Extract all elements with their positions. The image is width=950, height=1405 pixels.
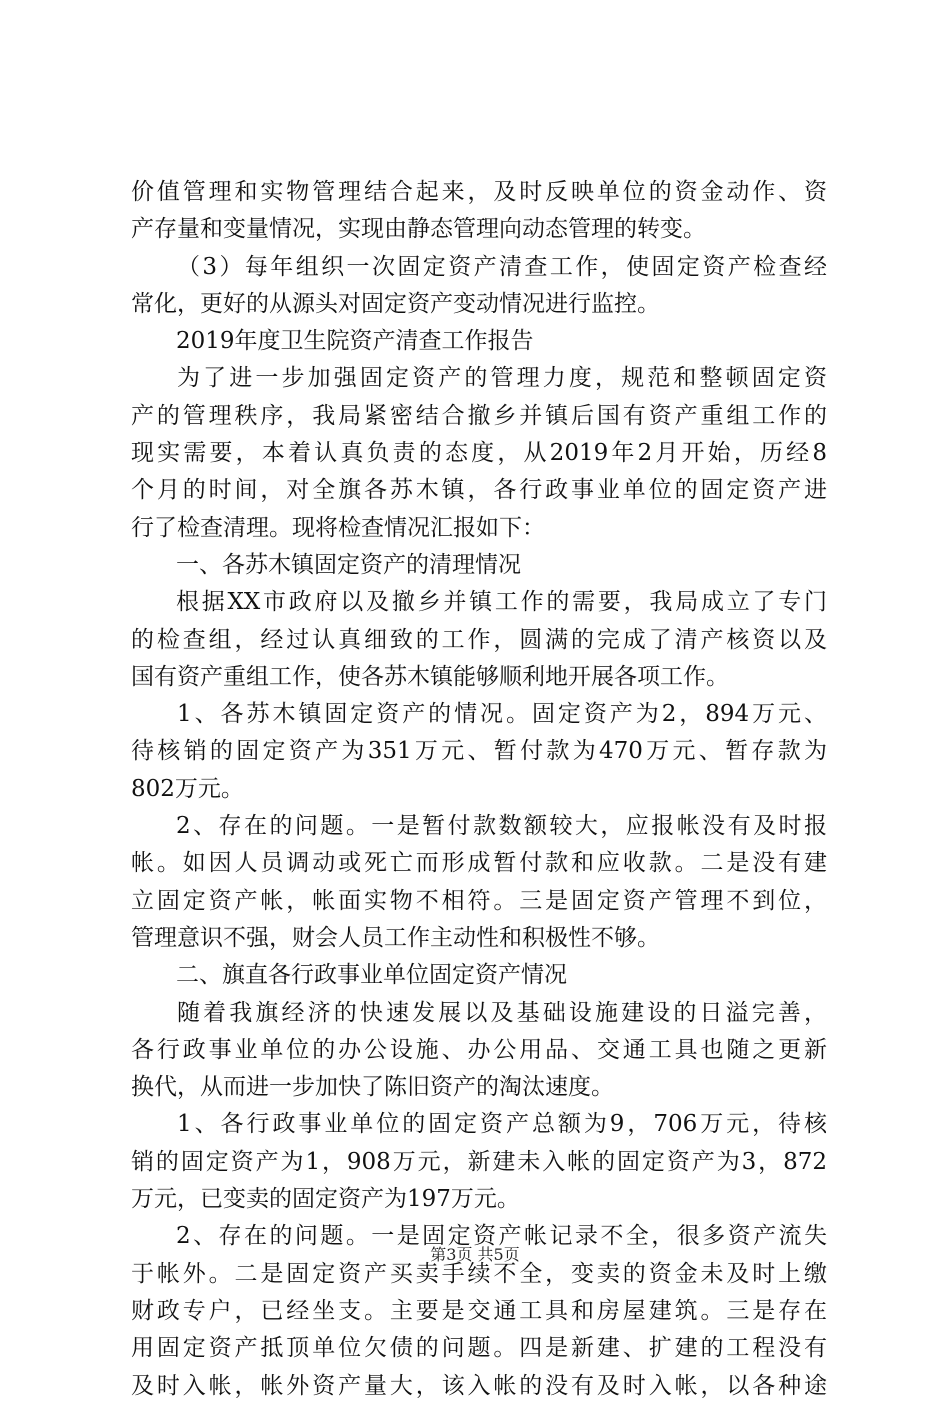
text-line: 产的管理秩序，我局紧密结合撤乡并镇后国有资产重组工作的: [131, 402, 827, 429]
page-number-footer: 第3页 共5页: [430, 1245, 520, 1264]
text-line: 立固定资产帐，帐面实物不相符。三是固定资产管理不到位，: [131, 887, 827, 914]
text-line: 换代，从而进一步加快了陈旧资产的淘汰速度。: [131, 1074, 614, 1101]
text-line: 随着我旗经济的快速发展以及基础设施建设的日溢完善，: [177, 999, 827, 1026]
text-line: 现实需要，本着认真负责的态度，从2019年2月开始，历经8: [131, 440, 827, 467]
text-line: 用固定资产抵顶单位欠债的问题。四是新建、扩建的工程没有: [131, 1335, 827, 1362]
text-line: 及时入帐，帐外资产量大，该入帐的没有及时入帐，以各种途: [131, 1372, 827, 1399]
text-line: 个月的时间，对全旗各苏木镇，各行政事业单位的固定资产进: [131, 477, 827, 504]
text-line: 于帐外。二是固定资产买卖手续不全，变卖的资金未及时上缴: [131, 1260, 827, 1287]
text-line: 2、存在的问题。一是暂付款数额较大，应报帐没有及时报: [176, 813, 827, 840]
text-line: 1、各苏木镇固定资产的情况。固定资产为2，894万元、: [177, 701, 827, 728]
text-line: 二、旗直各行政事业单位固定资产情况: [176, 962, 567, 989]
text-line: 国有资产重组工作，使各苏木镇能够顺利地开展各项工作。: [131, 663, 729, 690]
text-line: 帐。如因人员调动或死亡而形成暂付款和应收款。二是没有建: [131, 850, 827, 877]
text-line: 万元，已变卖的固定资产为197万元。: [131, 1186, 520, 1213]
text-line: 价值管理和实物管理结合起来，及时反映单位的资金动作、资: [131, 179, 827, 205]
text-line: 1、各行政事业单位的固定资产总额为9，706万元，待核: [177, 1111, 827, 1138]
text-line: （3）每年组织一次固定资产清查工作，使固定资产检查经: [177, 253, 827, 280]
text-line: 根据XX市政府以及撤乡并镇工作的需要，我局成立了专门: [176, 589, 827, 616]
text-line: 2019年度卫生院资产清查工作报告: [176, 328, 534, 355]
text-line: 802万元。: [131, 775, 244, 802]
text-line: 产存量和变量情况，实现由静态管理向动态管理的转变。: [131, 216, 706, 243]
text-line: 待核销的固定资产为351万元、暂付款为470万元、暂存款为: [131, 738, 827, 765]
text-line: 财政专户，已经坐支。主要是交通工具和房屋建筑。三是存在: [131, 1297, 827, 1324]
text-line: 常化，更好的从源头对固定资产变动情况进行监控。: [131, 290, 660, 317]
text-line: 销的固定资产为1，908万元，新建未入帐的固定资产为3，872: [131, 1148, 827, 1175]
text-line: 为了进一步加强固定资产的管理力度，规范和整顿固定资: [177, 365, 827, 392]
text-line: 行了检查清理。现将检查情况汇报如下：: [131, 514, 545, 541]
text-line: 一、各苏木镇固定资产的清理情况: [176, 551, 521, 578]
text-line: 各行政事业单位的办公设施、办公用品、交通工具也随之更新: [131, 1036, 827, 1063]
text-line: 的检查组，经过认真细致的工作，圆满的完成了清产核资以及: [131, 626, 827, 653]
text-line: 管理意识不强，财会人员工作主动性和积极性不够。: [131, 924, 660, 951]
text-line: 2、存在的问题。一是固定资产帐记录不全，很多资产流失: [176, 1223, 827, 1250]
document-body: [131, 174, 827, 1405]
